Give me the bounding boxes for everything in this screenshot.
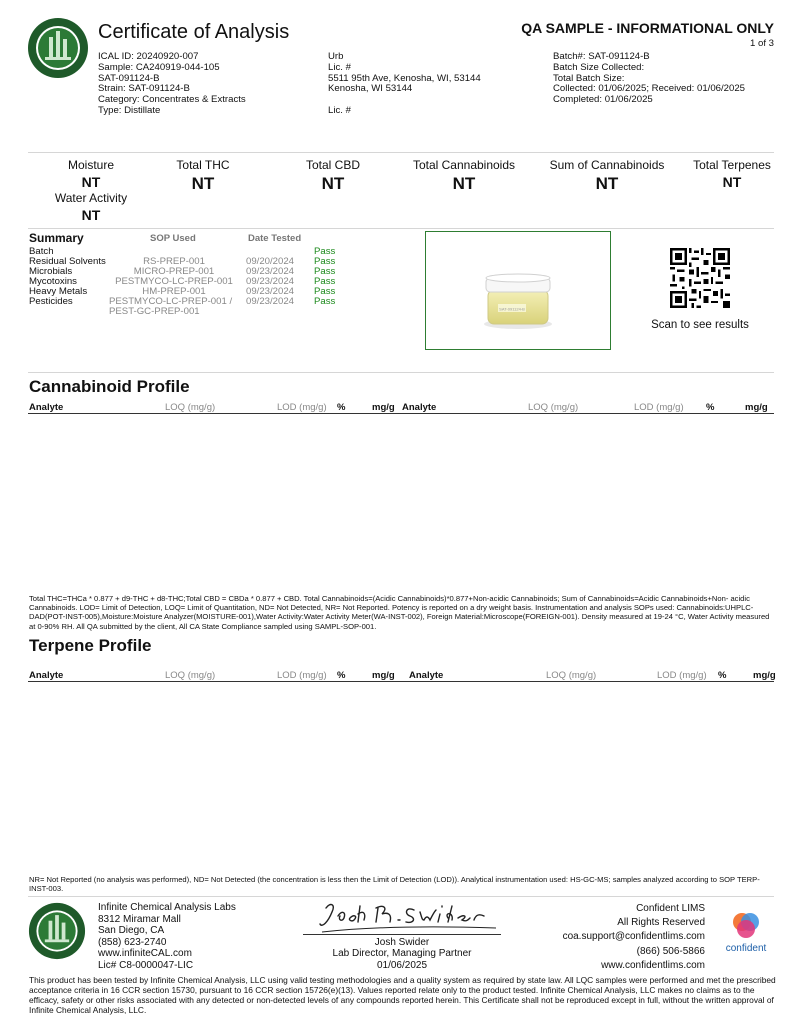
- summary-row-result: Pass: [314, 266, 336, 277]
- column-loq: LOQ (mg/g): [546, 670, 597, 681]
- sample-info: [98, 52, 318, 117]
- column-analyte: Analyte: [409, 670, 444, 681]
- lab-info: [98, 902, 236, 972]
- signatory: [303, 937, 501, 971]
- terpene-profile-title: Terpene Profile: [29, 636, 152, 655]
- total-terpenes-label: Total Terpenes: [693, 158, 771, 172]
- qr-code-icon: [670, 248, 730, 308]
- lab-logo: [27, 17, 89, 79]
- lims-info-line: (866) 506-5866: [636, 945, 705, 957]
- sum-cannabinoids-metric: [542, 158, 672, 194]
- summary-row-name: Batch: [29, 246, 54, 257]
- signature-image: [318, 898, 498, 934]
- confident-logo: [721, 910, 771, 954]
- lab-info-line: (858) 623-2740: [98, 936, 167, 948]
- column-mg-g: mg/g: [372, 402, 395, 413]
- summary-row-date: 09/23/2024: [246, 286, 295, 297]
- qa-sample-label: QA SAMPLE - INFORMATIONAL ONLY: [521, 20, 774, 36]
- summary-row-date: 09/23/2024: [246, 266, 295, 277]
- confident-logo-icon: [731, 910, 761, 940]
- page-title: Certificate of Analysis: [98, 21, 290, 43]
- divider: [28, 896, 774, 897]
- summary-row: [29, 297, 409, 307]
- total-cbd-metric: [280, 158, 386, 194]
- sample-info-line: SAT-091124-B: [98, 72, 160, 84]
- total-thc-value: NT: [191, 174, 215, 193]
- column-analyte: Analyte: [402, 402, 437, 413]
- confident-logo-text: confident: [725, 943, 767, 954]
- lab-info-line: Lic# C8-0000047-LIC: [98, 959, 194, 971]
- column-lod: LOD (mg/g): [277, 670, 327, 681]
- sum-cannabinoids-value: NT: [595, 174, 619, 193]
- sample-info-line: ICAL ID: 20240920-007: [98, 51, 199, 62]
- page-number: 1 of 3: [749, 38, 774, 49]
- sample-photo: [425, 231, 611, 350]
- signature-line: [303, 934, 501, 935]
- sample-info-line: Strain: SAT-091124-B: [98, 83, 190, 95]
- column-percent: %: [706, 402, 715, 413]
- date-tested-header: Date Tested: [248, 233, 302, 244]
- batch-info-line: Batch#: SAT-091124-B: [553, 51, 650, 62]
- water-activity-label: Water Activity: [54, 191, 128, 205]
- client-info-line: [328, 95, 528, 106]
- qr-code[interactable]: [670, 248, 730, 308]
- column-percent: %: [337, 670, 346, 681]
- summary-title: Summary: [29, 231, 84, 245]
- summary-row-result: Pass: [314, 246, 336, 257]
- water-activity-value: NT: [81, 207, 101, 223]
- qr-caption: Scan to see results: [651, 319, 749, 331]
- signatory-title: Lab Director, Managing Partner: [332, 948, 472, 960]
- lab-info-line: San Diego, CA: [98, 925, 165, 937]
- total-cbd-value: NT: [321, 174, 345, 193]
- summary-row-sop: PESTMYCO-LC-PREP-001 /: [109, 296, 233, 307]
- divider: [28, 228, 774, 229]
- sample-info-line: Type: Distillate: [98, 104, 161, 116]
- summary-row-name: Mycotoxins: [29, 276, 77, 287]
- batch-info-line: Completed: 01/06/2025: [553, 94, 653, 106]
- summary-row-date: 09/20/2024: [246, 256, 295, 267]
- batch-info: [553, 52, 783, 106]
- sample-info-line: Category: Concentrates & Extracts: [98, 94, 246, 106]
- client-info: [328, 52, 528, 117]
- lims-info-line: All Rights Reserved: [617, 917, 705, 929]
- lab-info-line: Infinite Chemical Analysis Labs: [98, 902, 236, 913]
- lims-info: [563, 902, 705, 973]
- summary-row-result: Pass: [314, 296, 336, 307]
- jar-image: [426, 232, 610, 349]
- batch-info-line: Total Batch Size:: [553, 72, 625, 84]
- total-thc-label: Total THC: [176, 158, 230, 172]
- lims-info-line: Confident LIMS: [636, 903, 705, 914]
- sop-used-header: SOP Used: [150, 233, 196, 244]
- column-loq: LOQ (mg/g): [528, 402, 579, 413]
- total-cbd-label: Total CBD: [305, 158, 361, 172]
- batch-info-line: Collected: 01/06/2025; Received: 01/06/2025: [553, 83, 746, 95]
- batch-info-line: Batch Size Collected:: [553, 61, 645, 73]
- column-lod: LOD (mg/g): [634, 402, 684, 413]
- column-loq: LOQ (mg/g): [165, 402, 216, 413]
- column-lod: LOD (mg/g): [657, 670, 707, 681]
- client-info-line: 5511 95th Ave, Kenosha, WI, 53144: [328, 72, 481, 84]
- moisture-metric: [38, 158, 144, 223]
- summary-row-sop: RS-PREP-001: [143, 256, 205, 267]
- column-analyte: Analyte: [29, 402, 64, 413]
- client-info-line: Urb: [328, 51, 344, 62]
- summary-row-name: Residual Solvents: [29, 256, 106, 267]
- summary-row-result: Pass: [314, 256, 336, 267]
- summary-row-sop: PESTMYCO-LC-PREP-001: [115, 276, 233, 287]
- sample-info-line: Sample: CA240919-044-105: [98, 61, 220, 73]
- lab-logo-footer: [28, 902, 86, 960]
- total-cannabinoids-value: NT: [452, 174, 476, 193]
- summary-table: [29, 247, 409, 317]
- total-thc-metric: [150, 158, 256, 194]
- client-info-line: Lic. #: [328, 104, 351, 116]
- summary-row-date: 09/23/2024: [246, 296, 295, 307]
- summary-row-sop: PEST-GC-PREP-001: [109, 306, 200, 317]
- summary-row-date: 09/23/2024: [246, 276, 295, 287]
- summary-row-sop: HM-PREP-001: [142, 286, 206, 297]
- column-percent: %: [718, 670, 727, 681]
- moisture-value: NT: [81, 174, 101, 190]
- cannabinoid-profile-title: Cannabinoid Profile: [29, 377, 190, 396]
- moisture-label: Moisture: [67, 158, 114, 172]
- column-lod: LOD (mg/g): [277, 402, 327, 413]
- summary-row-result: Pass: [314, 276, 336, 287]
- column-mg-g: mg/g: [372, 670, 395, 681]
- sum-cannabinoids-label: Sum of Cannabinoids: [549, 158, 665, 172]
- lab-info-line[interactable]: www.infiniteCAL.com: [98, 948, 192, 960]
- cannabinoid-footnote: Total THC=THCa * 0.877 + d9-THC + d8-THC;Total CBD = CBDa * 0.877 + CBD. Total Cannabinoids=(Acidic Cannabinoids)*0.877+Non-acidic Cannabinoids; Sum of Cannabinoids=Acidic Cannabinoids+Non- acidic Cannabinoids. LOD= Limit of Detection, LOQ= Limit of Quantitation, ND= Not Detected, NR= Not Reported. Potency is reported on a dry weight basis. Instrumentation and analysis SOPs used: Cannabinoids:UHPLC-DAD(POT-INST-005),Moisture:Moisture Analyzer(MOISTURE-001),Water Activity:Water Activity Meter(WA-INST-002), Foreign Material:Microscope(FOREIGN-001). Density measured at 19-24 °C, Water Activity measured at 0-90% RH. All QA submitted by the client, All CA State Compliance sampled using SAMPL-SOP-001.: [29, 594, 770, 631]
- total-terpenes-metric: [682, 158, 782, 190]
- summary-row-sop: MICRO-PREP-001: [133, 266, 215, 277]
- summary-row: [29, 257, 409, 267]
- client-info-line: Kenosha, WI 53144: [328, 83, 413, 95]
- lims-info-line[interactable]: coa.support@confidentlims.com: [562, 931, 705, 943]
- total-terpenes-value: NT: [722, 174, 742, 190]
- lab-info-line: 8312 Miramar Mall: [98, 913, 181, 925]
- total-cannabinoids-metric: [400, 158, 528, 194]
- jar-label: SAT-091124-B: [499, 306, 525, 312]
- column-mg-g: mg/g: [745, 402, 768, 413]
- summary-row: [29, 307, 409, 317]
- client-info-line: Lic. #: [328, 61, 351, 73]
- column-mg-g: mg/g: [753, 670, 776, 681]
- disclaimer: This product has been tested by Infinite Chemical Analysis, LLC using valid testing methodologies and a quality system as required by state law. All LQC samples were performed and met the prescribed acceptance criteria in 16 CCR section 15730, pursuant to 16 CCR section 15726(e)(13). Values reported relate only to the product tested. Infinite Chemical Analysis, LLC makes no claims as to the efficacy, safety or other risks associated with any detected or non-detected levels of any compounds reported herein. This Certificate shall not be reproduced except in full, without the written approval of Infinite Chemical Analysis, LLC.: [29, 975, 776, 1015]
- summary-row-name: Pesticides: [29, 296, 73, 307]
- column-percent: %: [337, 402, 346, 413]
- summary-row-name: Heavy Metals: [29, 286, 88, 297]
- lims-info-line[interactable]: www.confidentlims.com: [601, 959, 705, 971]
- summary-row-result: Pass: [314, 286, 336, 297]
- summary-row-name: Microbials: [29, 266, 73, 277]
- divider: [28, 413, 774, 414]
- signatory-name: Josh Swider: [374, 937, 430, 948]
- divider: [28, 681, 774, 682]
- total-cannabinoids-label: Total Cannabinoids: [412, 158, 516, 172]
- signatory-date: 01/06/2025: [376, 959, 428, 971]
- divider: [28, 372, 774, 373]
- terpene-footnote: NR= Not Reported (no analysis was performed), ND= Not Detected (the concentration is less then the Limit of Detection (LOD)). Analytical instrumentation used: HS-GC-MS; samples analyzed according to SOP TERP-INST-003.: [29, 875, 760, 894]
- divider: [28, 152, 774, 153]
- column-loq: LOQ (mg/g): [165, 670, 216, 681]
- column-analyte: Analyte: [29, 670, 64, 681]
